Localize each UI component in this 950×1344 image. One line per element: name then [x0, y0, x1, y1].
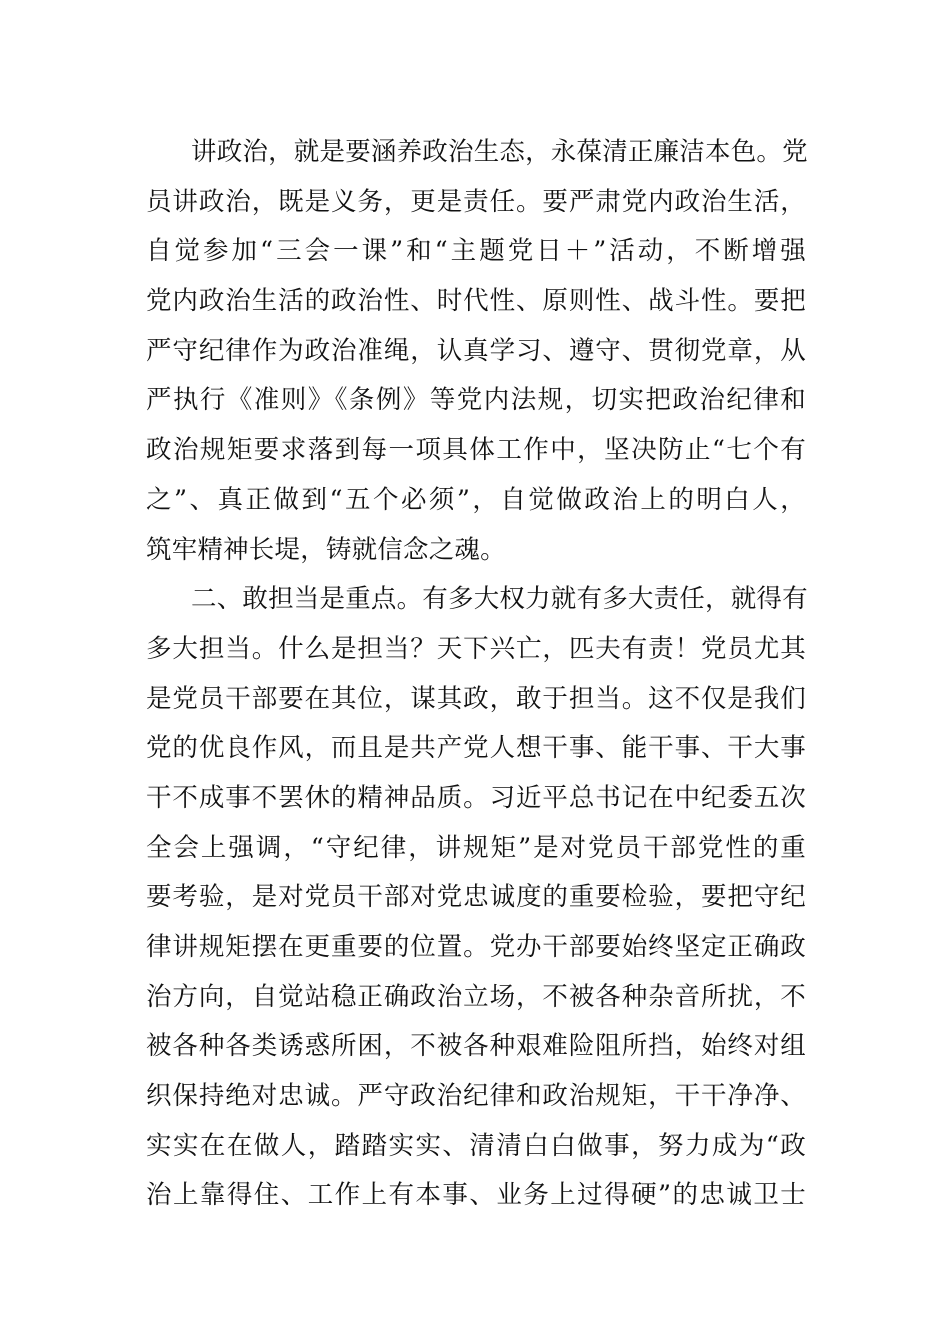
text-line: 二、敢担当是重点。有多大权力就有多大责任，就得有: [191, 584, 808, 615]
text-line: 讲政治，就是要涵养政治生态，永葆清正廉洁本色。党: [191, 137, 808, 167]
paragraph-responsibility: [146, 575, 806, 1221]
paragraph-political-ecology: [146, 128, 806, 575]
text-line: 治上靠得住、工作上有本事、业务上过得硬”的忠诚卫士: [146, 1180, 806, 1211]
text-line: 员讲政治，既是义务，更是责任。要严肃党内政治生活，: [146, 186, 806, 217]
text-line: 严守纪律作为政治准绳，认真学习、遵守、贯彻党章，从: [146, 335, 806, 366]
text-line: 政治规矩要求落到每一项具体工作中，坚决防止“七个有: [146, 435, 806, 466]
text-line: 之”、真正做到“五个必须”，自觉做政治上的明白人，: [146, 484, 806, 515]
text-line: 治方向，自觉站稳正确政治立场，不被各种杂音所扰，不: [146, 981, 806, 1012]
text-line: 是党员干部要在其位，谋其政，敢于担当。这不仅是我们: [146, 683, 806, 714]
text-line: 实实在在做人，踏踏实实、清清白白做事，努力成为“政: [146, 1130, 806, 1161]
text-line: 严执行《准则》《条例》等党内法规，切实把政治纪律和: [146, 385, 806, 416]
text-line: 被各种各类诱惑所困，不被各种艰难险阻所挡，始终对组: [146, 1031, 806, 1062]
text-line: 自觉参加“三会一课”和“主题党日＋”活动，不断增强: [146, 236, 806, 267]
document-body: [146, 128, 806, 1221]
text-line: 筑牢精神长堤，铸就信念之魂。: [146, 534, 506, 565]
text-line: 律讲规矩摆在更重要的位置。党办干部要始终坚定正确政: [146, 932, 806, 962]
text-line: 多大担当。什么是担当？天下兴亡，匹夫有责！党员尤其: [146, 633, 806, 664]
text-line: 要考验，是对党员干部对党忠诚度的重要检验，要把守纪: [146, 882, 806, 913]
text-line: 织保持绝对忠诚。严守政治纪律和政治规矩，干干净净、: [146, 1081, 806, 1112]
text-line: 干不成事不罢休的精神品质。习近平总书记在中纪委五次: [146, 782, 806, 813]
text-line: 全会上强调，“守纪律，讲规矩”是对党员干部党性的重: [146, 832, 806, 863]
text-line: 党内政治生活的政治性、时代性、原则性、战斗性。要把: [146, 286, 806, 317]
text-line: 党的优良作风，而且是共产党人想干事、能干事、干大事: [146, 733, 806, 764]
